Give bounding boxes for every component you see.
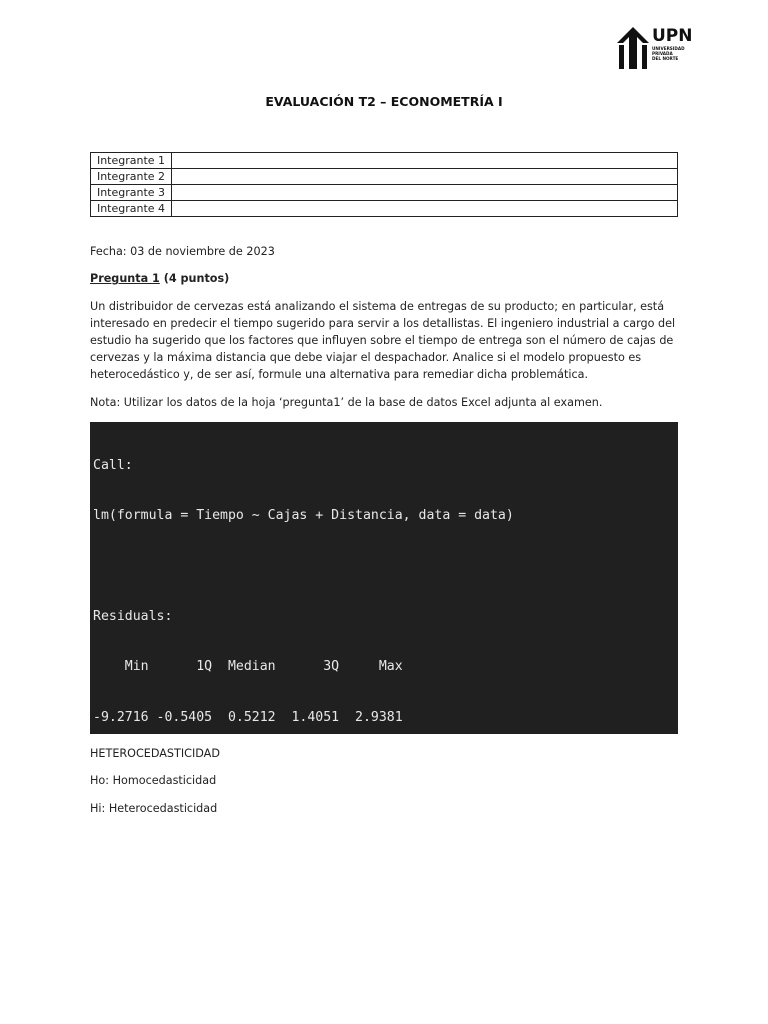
console-line: lm(formula = Tiempo ~ Cajas + Distancia, data = data) [93, 507, 514, 523]
table-row [91, 169, 678, 185]
members-table [90, 152, 678, 217]
table-row [91, 185, 678, 201]
table-row [91, 201, 678, 217]
member-label: Integrante 3 [91, 185, 172, 201]
question-note: Nota: Utilizar los datos de la hoja ‘pregunta1’ de la base de datos Excel adjunta al examen. [90, 396, 603, 409]
member-label: Integrante 1 [91, 153, 172, 169]
answer-heading: HETEROCEDASTICIDAD [90, 747, 220, 760]
console-line [93, 558, 678, 575]
question-heading [90, 270, 680, 287]
null-hypothesis: Ho: Homocedasticidad [90, 774, 217, 787]
console-line: Call: [93, 457, 133, 473]
member-label: Integrante 2 [91, 169, 172, 185]
exam-date: Fecha: 03 de noviembre de 2023 [90, 245, 275, 258]
question-points: (4 puntos) [159, 272, 230, 285]
logo-brand: UPN [652, 26, 693, 46]
page-title: EVALUACIÓN T2 – ECONOMETRÍA I [265, 94, 503, 109]
member-field[interactable] [172, 201, 678, 217]
upn-logo [616, 26, 693, 70]
table-row [91, 153, 678, 169]
question-title: Pregunta 1 [90, 272, 160, 285]
member-field[interactable] [172, 169, 678, 185]
member-field[interactable] [172, 185, 678, 201]
console-line: -9.2716 -0.5405 0.5212 1.4051 2.9381 [93, 709, 411, 725]
console-line: Min 1Q Median 3Q Max [93, 659, 411, 675]
logo-tagline: UNIVERSIDAD PRIVADA DEL NORTE [652, 46, 685, 61]
question-body: Un distribuidor de cervezas está analizando el sistema de entregas de su producto; en particular, está interesado en predecir el tiempo sugerido para servir a los detallistas. El ingeniero industrial a cargo del estudio ha sugerido que los factores que influyen sobre el tiempo de entrega son el número de cajas de cervezas y la máxima distancia que debe viajar el despachador. Analice si el modelo propuesto es heterocedástico y, de ser así, formule una alternativa para remediar dicha problemática. [90, 300, 676, 381]
r-output-console [90, 422, 678, 734]
console-line: Residuals: [93, 608, 173, 624]
member-field[interactable] [172, 153, 678, 169]
alt-hypothesis: Hi: Heterocedasticidad [90, 802, 218, 815]
member-label: Integrante 4 [91, 201, 172, 217]
upn-arrow-icon [616, 26, 650, 70]
